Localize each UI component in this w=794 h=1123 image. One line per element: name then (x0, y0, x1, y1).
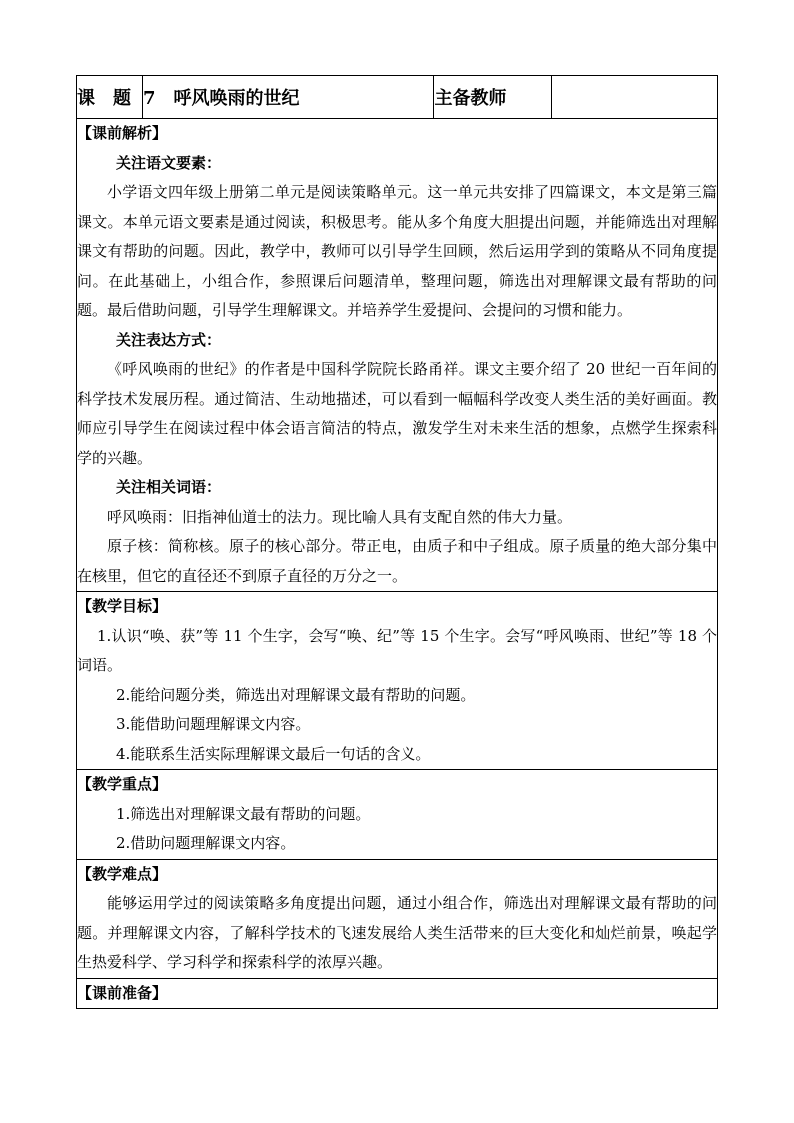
difficulties-heading: 【教学难点】 (77, 864, 168, 883)
goals-heading: 【教学目标】 (77, 597, 168, 615)
key-point-item: 1.筛选出对理解课文最有帮助的问题。 (116, 804, 371, 823)
goal-item: 4.能联系生活实际理解课文最后一句话的含义。 (116, 744, 431, 763)
key-points-row (77, 770, 718, 860)
pre-analysis-row (77, 119, 718, 592)
topic-label: 课 题 (77, 76, 143, 119)
difficulties-section (77, 859, 718, 978)
focus-expression-heading: 关注表达方式： (116, 330, 222, 349)
difficulties-paragraph: 能够运用学过的阅读策略多角度提出问题，通过小组合作，筛选出对理解课文最有帮助的问题。并理解课文内容，了解科学技术的飞速发展给人类生活带来的巨大变化和灿烂前景，唤起学生热爱科学、学习科学和探索科学的浓厚兴趣。 (77, 894, 717, 971)
focus-words-heading: 关注相关词语： (116, 478, 222, 496)
word-definition-1: 呼风唤雨：旧指神仙道士的法力。现比喻人具有支配自然的伟大力量。 (107, 507, 573, 526)
lesson-plan-table (76, 75, 718, 1009)
header-row (77, 76, 718, 119)
goals-section (77, 592, 718, 770)
goal-item: 1.认识“唤、获”等 11 个生字，会写“唤、纪”等 15 个生字。会写“呼风唤雨、世纪”等 18 个词语。 (77, 626, 717, 674)
focus-language-heading: 关注语文要素： (116, 153, 222, 172)
expression-paragraph: 《呼风唤雨的世纪》的作者是中国科学院院长路甬祥。课文主要介绍了 20 世纪一百年间的科学技术发展历程。通过简洁、生动地描述，可以看到一幅幅科学改变人类生活的美好画面。教师应引导学生在阅读过程中体会语言简洁的特点，激发学生对未来生活的想象，点燃学生探索科学的兴趣。 (77, 360, 717, 467)
key-points-section (77, 770, 718, 860)
pre-analysis-heading: 【课前解析】 (77, 124, 168, 142)
key-points-heading: 【教学重点】 (77, 775, 168, 793)
language-paragraph: 小学语文四年级上册第二单元是阅读策略单元。这一单元共安排了四篇课文，本文是第三篇课文。本单元语文要素是通过阅读，积极思考。能从多个角度大胆提出问题，并能筛选出对理解课文有帮助的问题。因此，教学中，教师可以引导学生回顾，然后运用学到的策略从不同角度提问。在此基础上，小组合作，参照课后问题清单，整理问题，筛选出对理解课文最有帮助的问题。最后借助问题，引导学生理解课文。并培养学生爱提问、会提问的习惯和能力。 (77, 183, 717, 319)
goals-row (77, 592, 718, 770)
difficulties-row (77, 859, 718, 978)
preparation-row (77, 978, 718, 1009)
word-definition-2: 原子核：简称核。原子的核心部分。带正电，由质子和中子组成。原子质量的绝大部分集中在核里，但它的直径还不到原子直径的万分之一。 (77, 537, 717, 585)
key-point-item: 2.借助问题理解课文内容。 (116, 834, 296, 852)
goal-item: 2.能给问题分类，筛选出对理解课文最有帮助的问题。 (116, 685, 476, 704)
lesson-title: 7 呼风唤雨的世纪 (142, 76, 434, 119)
teacher-label: 主备教师 (434, 76, 552, 119)
pre-analysis-section (77, 119, 718, 592)
teacher-name-cell (552, 76, 718, 119)
preparation-heading: 【课前准备】 (77, 983, 168, 1002)
preparation-section (77, 978, 718, 1009)
goal-item: 3.能借助问题理解课文内容。 (116, 715, 311, 733)
